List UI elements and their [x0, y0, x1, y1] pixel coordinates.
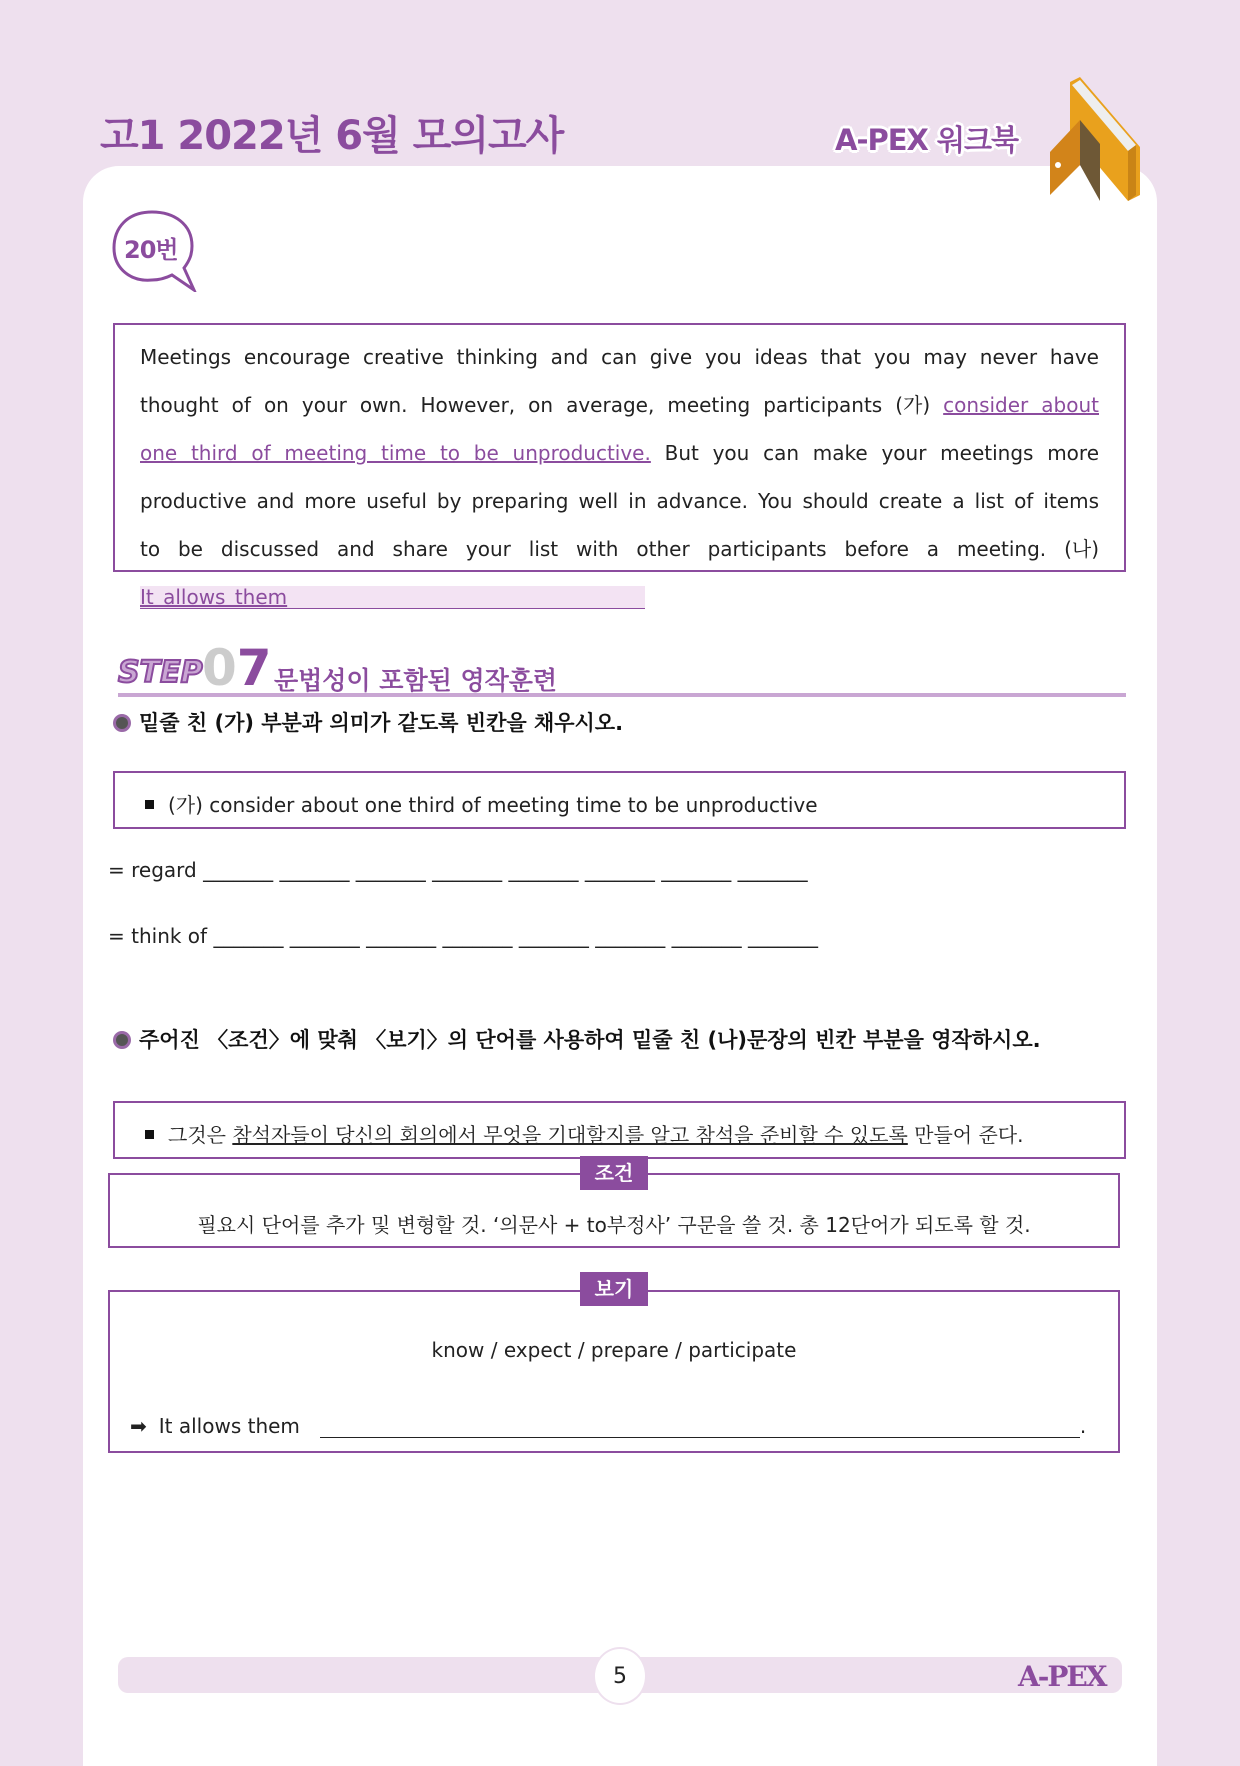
step-number: 7: [236, 639, 272, 697]
answer-prefix: It allows them: [158, 1414, 300, 1438]
condition-text: 필요시 단어를 추가 및 변형할 것. ‘의문사 + to부정사’ 구문을 쓸 것. 총 12단어가 되도록 할 것.: [197, 1213, 1031, 1237]
answer-line-regard: [108, 858, 808, 882]
task2-instruction: [113, 1024, 1041, 1054]
prompt-start: 그것은: [168, 1123, 233, 1147]
square-bullet-icon: [145, 800, 154, 809]
square-bullet-icon: [145, 1130, 154, 1139]
answer-line-think-of: [108, 924, 818, 948]
answer-period: .: [1079, 1414, 1087, 1438]
task1-prompt: (가) consider about one third of meeting time to be unproductive: [168, 793, 818, 817]
passage-text: Meetings encourage creative thinking and can give you ideas that you may never have thought of on your own. However, on average, meeting participants (가): [140, 345, 1099, 417]
condition-label: 조건: [580, 1156, 648, 1190]
passage-box: [113, 323, 1126, 609]
passage-text-middle: But you can make your meetings more productive and more useful by preparing well in advance. You should create a list of items to be discussed and share your list with other participants before a meeting. (나): [140, 441, 1100, 561]
prompt-underlined: 참석자들이 당신의 회의에서 무엇을 기대할지를 알고 참석을 준비할 수 있도록: [232, 1123, 908, 1147]
task1-instruction: [113, 707, 623, 737]
footer-logo: A-PEX: [1018, 1660, 1106, 1693]
answer-prefix: = think of: [108, 924, 208, 948]
example-label: 보기: [580, 1272, 648, 1306]
step-label: STEP: [118, 655, 203, 690]
example-words: know / expect / prepare / participate: [431, 1338, 797, 1362]
step-title: 문법성이 포함된 영작훈련: [274, 666, 558, 695]
bullet-icon: [113, 714, 131, 732]
task2-prompt-box: [113, 1101, 1126, 1159]
highlight-ga: consider about one third of meeting time to be unproductive.: [140, 393, 1099, 465]
question-number: 20번: [124, 236, 178, 264]
arrow-icon: ➡: [130, 1414, 147, 1438]
task1-prompt-box: [113, 771, 1126, 829]
highlight-na-blank: It allows them: [140, 586, 645, 609]
page-title: 고1 2022년 6월 모의고사: [100, 113, 564, 159]
brand-label: A-PEX 워크북: [835, 123, 1019, 157]
example-box: [108, 1290, 1120, 1453]
answer-prefix: = regard: [108, 858, 197, 882]
bullet-icon: [113, 1031, 131, 1049]
book-door-icon: [1050, 77, 1142, 202]
page-number: 5: [593, 1647, 647, 1705]
answer-blanks[interactable]: _______ _______ _______ _______ _______ _______ _______ _______: [203, 858, 808, 882]
answer-input[interactable]: [320, 1414, 1080, 1438]
answer-blanks[interactable]: _______ _______ _______ _______ _______ _______ _______ _______: [213, 924, 818, 948]
question-number-bubble: [112, 210, 198, 292]
prompt-end: 만들어 준다.: [907, 1123, 1024, 1147]
step-number-prefix: 0: [202, 639, 237, 697]
answer-row: [130, 1414, 1086, 1438]
step-header: [118, 639, 1126, 697]
task2-instruction-text: 주어진 〈조건〉에 맞춰 〈보기〉의 단어를 사용하여 밑줄 친 (나)문장의 빈칸 부분을 영작하시오.: [139, 1028, 1041, 1052]
task1-instruction-text: 밑줄 친 (가) 부분과 의미가 같도록 빈칸을 채우시오.: [139, 711, 624, 735]
